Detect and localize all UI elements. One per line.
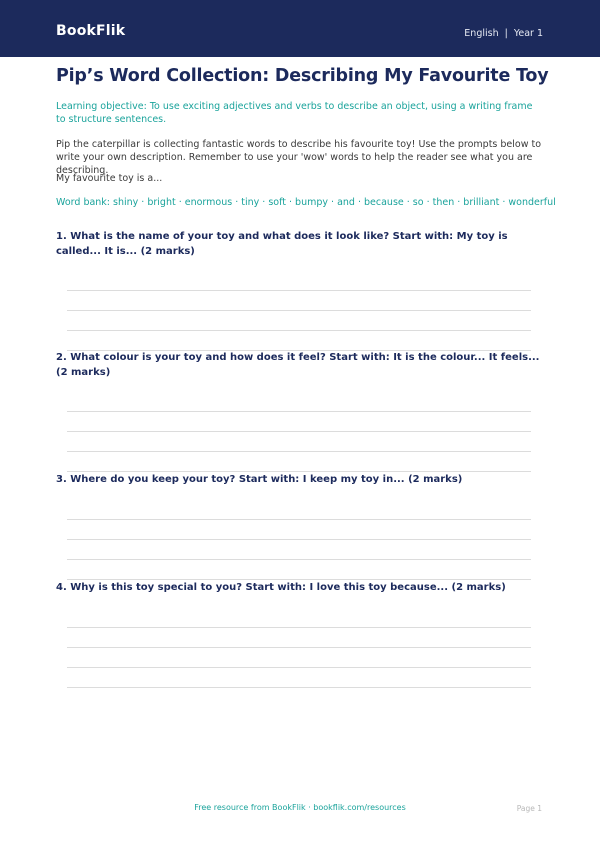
answer-line[interactable] xyxy=(67,290,531,291)
question-2: 2. What colour is your toy and how does it feel? Start with: It is the colour... It feels... (2 marks) xyxy=(56,352,540,378)
answer-line[interactable] xyxy=(67,431,531,432)
answer-line[interactable] xyxy=(67,539,531,540)
page-number: Page 1 xyxy=(516,804,542,813)
learning-objective: Learning objective: To use exciting adjectives and verbs to describe an object, using a writing frame to structure sentences. xyxy=(56,101,533,125)
answer-line[interactable] xyxy=(67,310,531,311)
intro-text: Pip the caterpillar is collecting fantastic words to describe his favourite toy! Use the prompts below to write your own description. Remember to use your 'wow' words to help the reader see what you are describing. xyxy=(56,139,542,176)
question-3: 3. Where do you keep your toy? Start with: I keep my toy in... (2 marks) xyxy=(56,474,463,485)
answer-line[interactable] xyxy=(67,330,531,331)
word-bank: Word bank: shiny · bright · enormous · tiny · soft · bumpy · and · because · so · then · brilliant · wonderful xyxy=(56,197,556,208)
page-header xyxy=(0,0,600,57)
brand-logo[interactable]: BookFlik xyxy=(56,23,126,39)
answer-line[interactable] xyxy=(67,627,531,628)
footer-link[interactable]: Free resource from BookFlik · bookflik.com/resources xyxy=(194,803,406,812)
question-4: 4. Why is this toy special to you? Start with: I love this toy because... (2 marks) xyxy=(56,582,506,593)
answer-line[interactable] xyxy=(67,647,531,648)
answer-line[interactable] xyxy=(67,451,531,452)
answer-line[interactable] xyxy=(67,519,531,520)
year-label: Year 1 xyxy=(513,28,543,39)
page-title: Pip’s Word Collection: Describing My Favourite Toy xyxy=(56,66,549,86)
question-1: 1. What is the name of your toy and what does it look like? Start with: My toy is called... It is... (2 marks) xyxy=(56,231,508,257)
answer-line[interactable] xyxy=(67,667,531,668)
answer-line[interactable] xyxy=(67,411,531,412)
answer-line[interactable] xyxy=(67,559,531,560)
subject-label: English xyxy=(464,28,499,39)
header-meta xyxy=(464,28,543,39)
answer-line[interactable] xyxy=(67,687,531,688)
meta-separator: | xyxy=(504,28,508,39)
sentence-starter: My favourite toy is a... xyxy=(56,173,163,184)
